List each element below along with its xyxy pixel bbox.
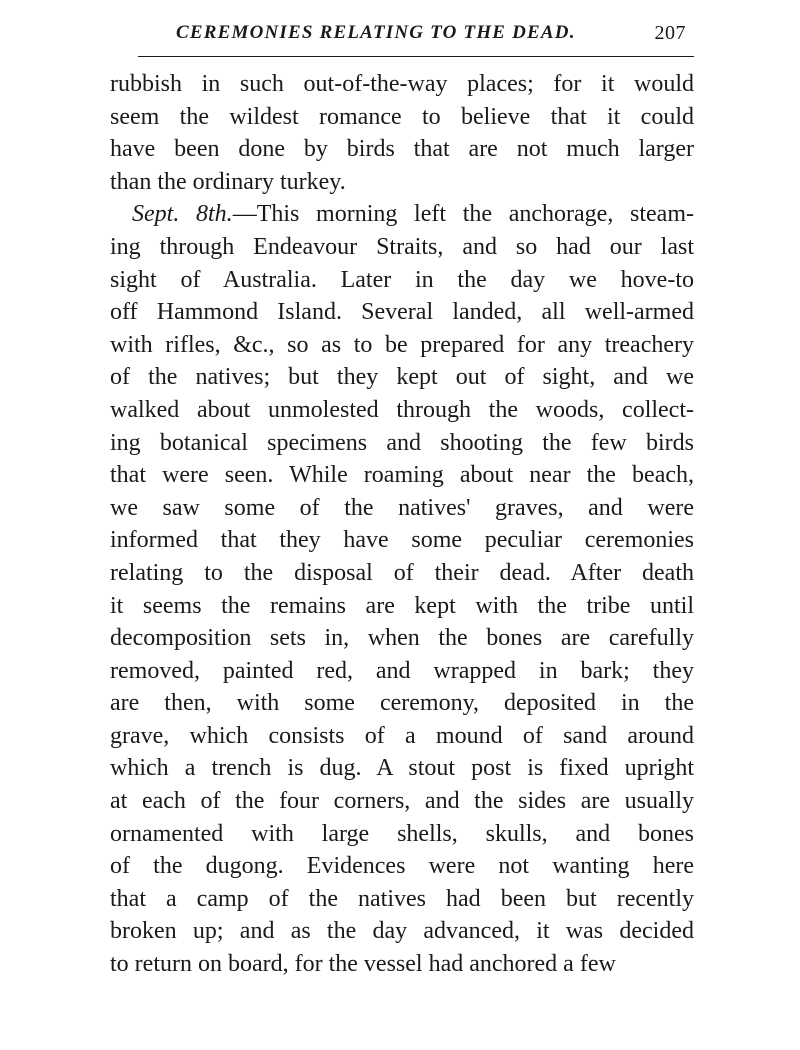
paragraph-2 xyxy=(110,198,694,980)
first-line-rest: —This morning left the anchorage, steam- xyxy=(232,201,694,228)
body-text xyxy=(110,68,694,981)
text-line: ing botanical specimens and shooting the few birds xyxy=(110,429,694,456)
text-line: ing through Endeavour Straits, and so had our last xyxy=(110,233,694,260)
text-line: grave, which consists of a mound of sand around xyxy=(110,722,694,749)
paragraph-1 xyxy=(110,68,694,198)
text-line: have been done by birds that are not much larger xyxy=(110,136,694,163)
text-line: to return on board, for the vessel had anchored a few xyxy=(110,951,616,978)
text-line: it seems the remains are kept with the tribe until xyxy=(110,592,694,619)
text-line: rubbish in such out-of-the-way places; for it would xyxy=(110,71,694,97)
text-line: off Hammond Island. Several landed, all well-armed xyxy=(110,299,694,326)
text-line: which a trench is dug. A stout post is fixed upright xyxy=(110,755,694,782)
text-line: seem the wildest romance to believe that it could xyxy=(110,103,694,130)
text-line: relating to the disposal of their dead. After death xyxy=(110,559,694,586)
text-line-first xyxy=(110,198,694,231)
text-line: walked about unmolested through the woods, collect- xyxy=(110,396,694,423)
text-line: we saw some of the natives' graves, and were xyxy=(110,494,694,521)
text-line: ornamented with large shells, skulls, and bones xyxy=(110,820,694,847)
running-head xyxy=(110,18,692,54)
text-line: of the dugong. Evidences were not wanting here xyxy=(110,853,694,880)
text-line: than the ordinary turkey. xyxy=(110,168,346,195)
text-line: are then, with some ceremony, deposited in the xyxy=(110,690,694,717)
text-line: of the natives; but they kept out of sight, and we xyxy=(110,364,694,391)
text-line: with rifles, &c., so as to be prepared for any treachery xyxy=(110,331,694,358)
page-number: 207 xyxy=(654,22,686,44)
text-line: at each of the four corners, and the sides are usually xyxy=(110,788,694,815)
text-line: removed, painted red, and wrapped in bark; they xyxy=(110,657,694,684)
text-line: decomposition sets in, when the bones are carefully xyxy=(110,625,694,652)
running-title: CEREMONIES RELATING TO THE DEAD. xyxy=(176,22,576,43)
text-line: that a camp of the natives had been but recently xyxy=(110,885,694,912)
header-rule xyxy=(138,56,694,57)
text-line: sight of Australia. Later in the day we hove-to xyxy=(110,266,694,293)
text-line: broken up; and as the day advanced, it was decided xyxy=(110,918,694,945)
text-line: that were seen. While roaming about near the beach, xyxy=(110,462,694,489)
text-line: informed that they have some peculiar ceremonies xyxy=(110,527,694,554)
date-label: Sept. 8th. xyxy=(132,201,233,228)
